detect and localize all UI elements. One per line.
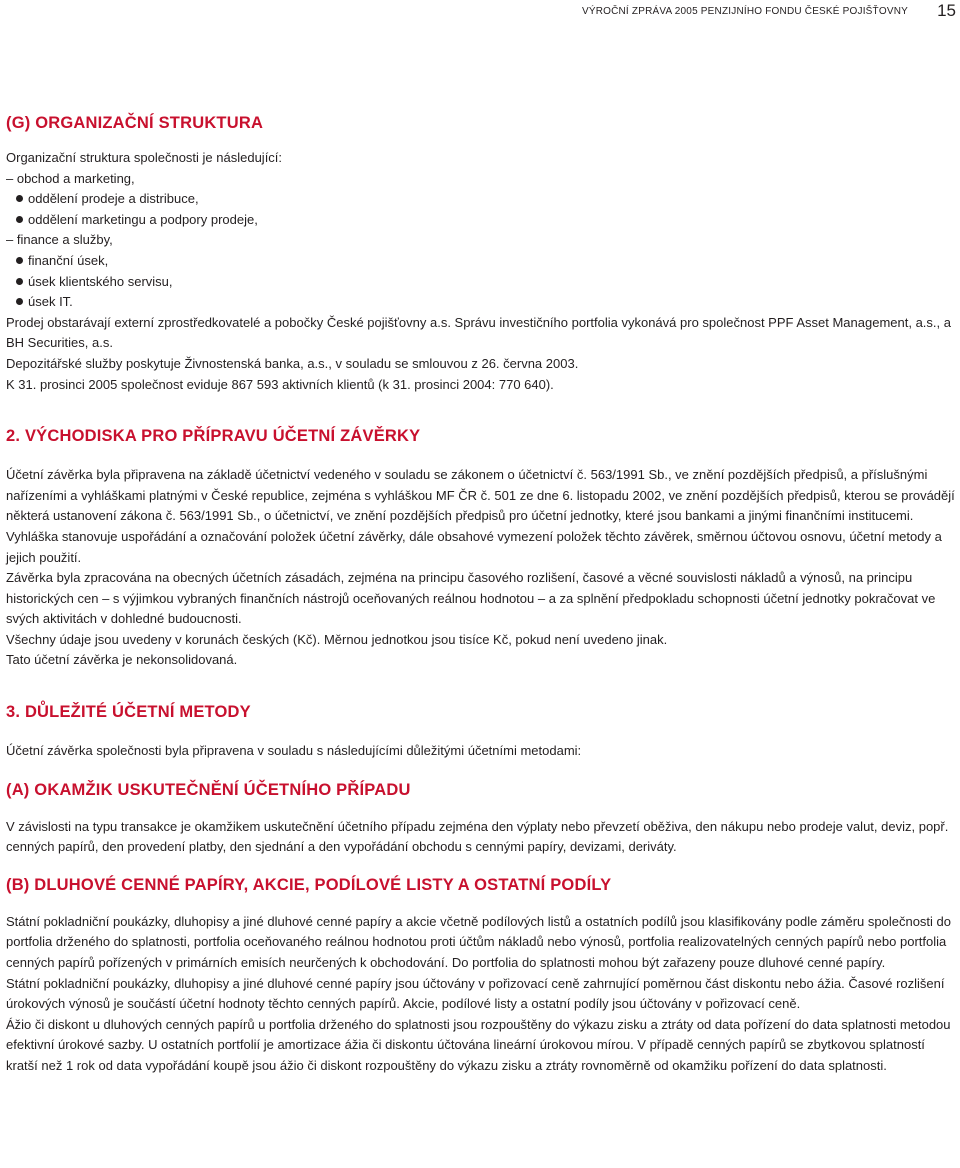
- section-3-heading: 3. DŮLEŽITÉ ÚČETNÍ METODY: [6, 703, 251, 722]
- org-item: [6, 292, 956, 313]
- section-g-paragraph: Prodej obstarávají externí zprostředkovatelé a pobočky České pojišťovny a.s. Správu investičního portfolia vykonává pro společnost PPF Asset Management, a.s., a BH Securities, a.s.: [6, 314, 951, 351]
- section-3b-paragraph: Ážio či diskont u dluhových cenných papírů u portfolia drženého do splatnosti jsou rozpouštěny do výkazu zisku a ztráty od data pořízení do data splatnosti metodou efektivní úrokové sazby. U ostatních portfolií je amortizace ážia či diskontu účtována lineární úrokovou mírou. V případě cenných papírů se zbytkovou splatností kratší než 1 rok od data vypořádání koupě jsou ážio či diskont rozpouštěny do výkazu zisku a ztráty rovnoměrně od okamžiku pořízení do data splatnosti.: [6, 1016, 951, 1073]
- bullet-icon: [16, 278, 23, 285]
- bullet-icon: [16, 216, 23, 223]
- section-3-intro: Účetní závěrka společnosti byla připravena v souladu s následujícími důležitými účetními metodami:: [6, 743, 582, 759]
- section-3b-heading: (B) DLUHOVÉ CENNÉ PAPÍRY, AKCIE, PODÍLOVÉ LISTY A OSTATNÍ PODÍLY: [6, 875, 612, 894]
- section-g-heading: (G) ORGANIZAČNÍ STRUKTURA: [6, 114, 264, 132]
- org-item-label: oddělení prodeje a distribuce,: [28, 191, 199, 207]
- bullet-icon: [16, 195, 23, 202]
- section-3a-heading: (A) OKAMŽIK USKUTEČNĚNÍ ÚČETNÍHO PŘÍPADU: [6, 780, 411, 799]
- org-item: [6, 251, 956, 272]
- org-item: [6, 210, 956, 231]
- section-g-paragraph: Depozitářské služby poskytuje Živnostenská banka, a.s., v souladu se smlouvou z 26. června 2003.: [6, 355, 579, 371]
- section-g-intro: Organizační struktura společnosti je následující:: [6, 150, 283, 165]
- section-2-paragraph: Závěrka byla zpracována na obecných účetních zásadách, zejména na principu časového rozlišení, časové a věcné souvislosti nákladů a výnosů, na principu historických cen – s výjimkou vybraných finančních nástrojů oceňovaných reálnou hodnotou – a za splnění předpokladu schopnosti účetní jednotky pokračovat ve svých aktivitách v dohledné budoucnosti.: [6, 570, 936, 627]
- bullet-icon: [16, 257, 23, 264]
- org-item-label: úsek IT.: [28, 294, 73, 310]
- section-2-heading: 2. VÝCHODISKA PRO PŘÍPRAVU ÚČETNÍ ZÁVĚRKY: [6, 427, 421, 446]
- org-item: [6, 272, 956, 293]
- org-item-label: úsek klientského servisu,: [28, 273, 173, 289]
- page-header: [0, 2, 960, 20]
- org-group-sales: – obchod a marketing,: [6, 169, 956, 190]
- section-2-paragraph: Všechny údaje jsou uvedeny v korunách českých (Kč). Měrnou jednotkou jsou tisíce Kč, pokud není uvedeno jinak.: [6, 631, 668, 647]
- page-content: [6, 112, 956, 1077]
- page-number: 15: [937, 1, 956, 20]
- section-3a-paragraph: V závislosti na typu transakce je okamžikem uskutečnění účetního případu zejména den výplaty nebo převzetí oběživa, den nákupu nebo prodeje valut, deviz, popř. cenných papírů, den provedení platby, den sjednání a den vypořádání obchodu s cennými papíry, devizami, deriváty.: [6, 818, 949, 855]
- section-g-paragraph: K 31. prosinci 2005 společnost eviduje 867 593 aktivních klientů (k 31. prosinci 2004: 770 640).: [6, 376, 554, 392]
- section-3b-paragraph: Státní pokladniční poukázky, dluhopisy a jiné dluhové cenné papíry jsou účtovány v pořizovací ceně zahrnující poměrnou část diskontu nebo ážia. Časové rozlišení úrokových výnosů je součástí účetní hodnoty těchto cenných papírů. Akcie, podílové listy a ostatní podíly jsou účtovány v pořizovací ceně.: [6, 975, 945, 1012]
- section-2-paragraph: Účetní závěrka byla připravena na základě účetnictví vedeného v souladu se zákonem o účetnictví č. 563/1991 Sb., ve znění pozdějších předpisů, a příslušnými nařízeními a vyhláškami platnými v České republice, zejména s vyhláškou MF ČR č. 501 ze dne 6. listopadu 2002, ve znění pozdějších předpisů, kterou se provádějí některá ustanovení zákona č. 563/1991 Sb., o účetnictví, ve znění pozdějších předpisů pro účetní jednotky, které jsou bankami a jinými finančními institucemi. Vyhláška stanovuje uspořádání a označování položek účetní závěrky, dále obsahové vymezení položek těchto závěrek, směrnou účtovou osnovu, účetní metody a jejich použití.: [6, 467, 955, 565]
- org-group-finance: – finance a služby,: [6, 230, 956, 251]
- org-item-label: finanční úsek,: [28, 252, 109, 268]
- section-2-paragraph: Tato účetní závěrka je nekonsolidovaná.: [6, 652, 238, 668]
- bullet-icon: [16, 298, 23, 305]
- org-item-label: oddělení marketingu a podpory prodeje,: [28, 211, 258, 227]
- header-title: VÝROČNÍ ZPRÁVA 2005 PENZIJNÍHO FONDU ČESKÉ POJIŠŤOVNY: [581, 6, 908, 17]
- section-3b-paragraph: Státní pokladniční poukázky, dluhopisy a jiné dluhové cenné papíry a akcie včetně podílových listů a ostatních podílů jsou klasifikovány podle záměru společnosti do portfolia drženého do splatnosti, portfolia oceňovaného reálnou hodnotou proti účtům nákladů nebo výnosů, portfolia realizovatelných cenných papírů nebo portfolia cenných papírů pořízených v primárních emisích neurčených k obchodování. Do portfolia do splatnosti mohou být zařazeny pouze dluhové cenné papíry.: [6, 913, 951, 971]
- org-item: [6, 189, 956, 210]
